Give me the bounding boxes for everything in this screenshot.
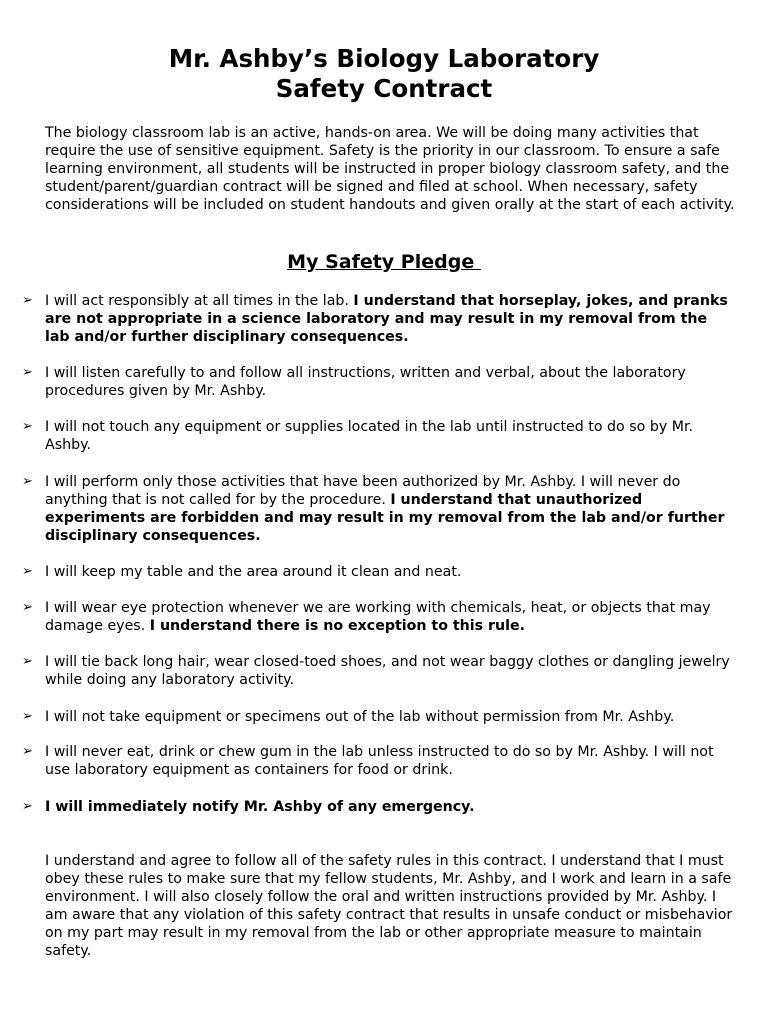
arrow-bullet-icon: ➢ (22, 474, 33, 489)
pledge-text (45, 743, 735, 779)
pledge-normal-text: I will act responsibly at all times in the lab. (45, 293, 354, 309)
pledge-text (45, 418, 735, 454)
pledge-bold-text: I will immediately notify Mr. Ashby of any emergency. (45, 799, 475, 815)
title-line-2: Safety Contract (275, 74, 493, 103)
pledge-bold-text: I understand that unauthorized experiments are forbidden and may result in my removal from the lab and/or further disciplinary consequences. (45, 492, 725, 544)
arrow-bullet-icon: ➢ (22, 293, 33, 308)
pledge-heading-text: My Safety Pledge (287, 251, 481, 273)
pledge-bold-text: I understand that horseplay, jokes, and pranks are not appropriate in a science laboratory and may result in my removal from the lab and/or further disciplinary consequences. (45, 293, 728, 345)
arrow-bullet-icon: ➢ (22, 365, 33, 380)
pledge-normal-text: I will wear eye protection whenever we are working with chemicals, heat, or objects that may damage eyes. (45, 600, 711, 634)
arrow-bullet-icon: ➢ (22, 709, 33, 724)
pledge-normal-text: I will tie back long hair, wear closed-toed shoes, and not wear baggy clothes or dangling jewelry while doing any laboratory activity. (45, 654, 730, 688)
arrow-bullet-icon: ➢ (22, 654, 33, 669)
pledge-normal-text: I will listen carefully to and follow all instructions, written and verbal, about the laboratory procedures given by Mr. Ashby. (45, 365, 686, 399)
pledge-normal-text: I will never eat, drink or chew gum in the lab unless instructed to do so by Mr. Ashby. I will not use laboratory equipment as containers for food or drink. (45, 744, 714, 778)
pledge-normal-text: I will keep my table and the area around it clean and neat. (45, 564, 462, 580)
arrow-bullet-icon: ➢ (22, 744, 33, 759)
pledge-text (45, 798, 735, 816)
pledge-text (45, 473, 735, 545)
arrow-bullet-icon: ➢ (22, 564, 33, 579)
agreement-paragraph: I understand and agree to follow all of the safety rules in this contract. I understand that I must obey these rules to make sure that my fellow students, Mr. Ashby, and I work and learn in a safe environment. I will also closely follow the oral and written instructions provided by Mr. Ashby. I am aware that any violation of this safety contract that results in unsafe conduct or misbehavior on my part may result in my removal from the lab or other appropriate measure to maintain safety. (45, 853, 733, 959)
arrow-bullet-icon: ➢ (22, 799, 33, 814)
pledge-text (45, 708, 735, 726)
arrow-bullet-icon: ➢ (22, 419, 33, 434)
document-title (0, 44, 768, 104)
pledge-text (45, 599, 735, 635)
pledge-normal-text: I will not touch any equipment or supplies located in the lab until instructed to do so by Mr. Ashby. (45, 419, 694, 453)
pledge-normal-text: I will not take equipment or specimens out of the lab without permission from Mr. Ashby. (45, 709, 675, 725)
pledge-text (45, 292, 735, 346)
pledge-text (45, 563, 735, 581)
pledge-text (45, 653, 735, 689)
pledge-text (45, 364, 735, 400)
pledge-bold-text: I understand there is no exception to this rule. (149, 618, 525, 634)
intro-paragraph: The biology classroom lab is an active, hands-on area. We will be doing many activities that require the use of sensitive equipment. Safety is the priority in our classroom. To ensure a safe learning environment, all students will be instructed in proper biology classroom safety, and the student/parent/guardian contract will be signed and filed at school. When necessary, safety considerations will be included on student handouts and given orally at the start of each activity. (45, 125, 735, 213)
arrow-bullet-icon: ➢ (22, 600, 33, 615)
pledge-normal-text: I will perform only those activities that have been authorized by Mr. Ashby. I will never do anything that is not called for by the procedure. (45, 474, 681, 508)
title-line-1: Mr. Ashby’s Biology Laboratory (168, 44, 600, 73)
pledge-heading (0, 249, 768, 275)
